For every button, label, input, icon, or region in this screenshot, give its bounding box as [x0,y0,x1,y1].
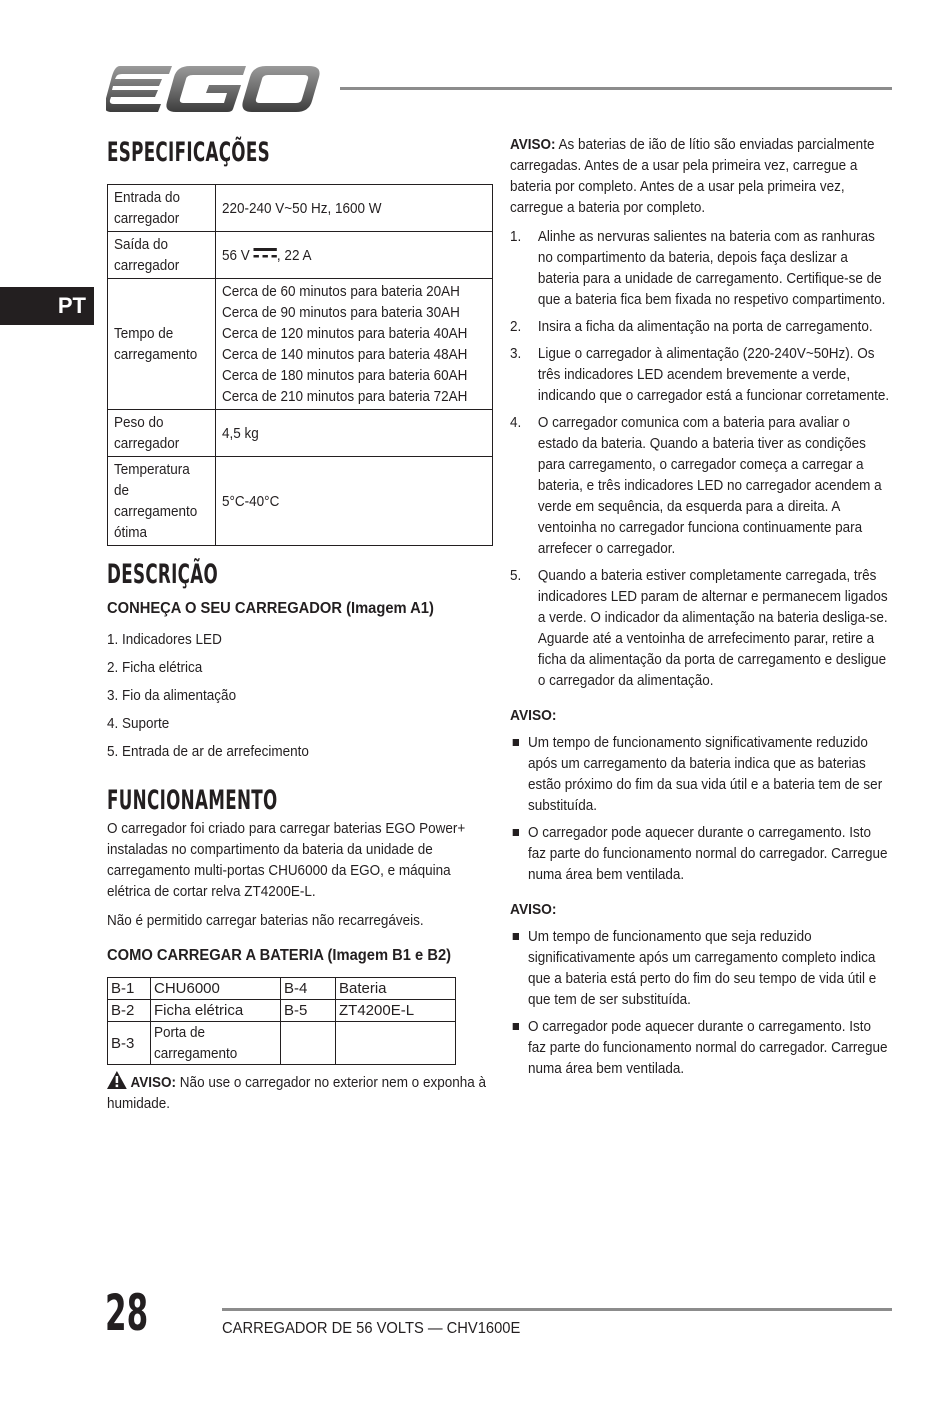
list-item: 1. Indicadores LED [107,631,222,648]
intro-warning-label: AVISO: [510,136,556,153]
warning-text: Não use o carregador no exterior nem o exponha à humidade. [107,1074,487,1112]
table-row [108,279,493,410]
list-item: 5. Entrada de ar de arrefecimento [107,743,309,760]
steps-list [510,226,892,691]
spec-key: Entrada do carregador [108,185,216,232]
spec-key: Peso do carregador [108,410,216,457]
aviso-heading: AVISO: [510,707,557,724]
header-rule [340,87,892,90]
list-item: 4. Suporte [107,715,170,732]
list-item: 2. Ficha elétrica [107,659,203,676]
table-cell: ZT4200E-L [336,1000,456,1022]
bullet-icon [513,739,519,746]
list-item: Um tempo de funcionamento significativamente reduzido após um carregamento da bateria indica que as baterias estão próximo do fim da sua vida útil e a bateria tem de ser substituída. [510,732,892,816]
table-row [108,457,493,546]
spec-key: Tempo de carregamento [108,279,216,410]
list-item: O carregador pode aquecer durante o carregamento. Isto faz parte do funcionamento normal do carregador. Carregue numa área bem ventilada. [510,822,892,885]
parts-table [107,977,456,1065]
charging-subtitle: COMO CARREGAR A BATERIA (Imagem B1 e B2) [107,947,452,964]
bullet-icon [513,829,519,836]
table-row [108,978,456,1000]
list-item: 3. Fio da alimentação [107,687,237,704]
page-number: 28 [105,1284,149,1342]
descricao-title: DESCRIÇÃO [107,559,219,590]
bullet-icon [513,933,519,940]
warning-label: AVISO: [130,1074,177,1091]
table-cell: Ficha elétrica [151,1000,281,1022]
ego-logo-icon [106,64,320,114]
parts-list [107,629,493,762]
spec-title: ESPECIFICAÇÕES [107,137,270,168]
table-cell: CHU6000 [151,978,281,1000]
right-column [510,134,892,1085]
table-cell: B-4 [281,978,336,1000]
list-item: 4. O carregador comunica com a bateria para avaliar o estado da bateria. Quando a bateria tiver as condições para carregamento, o carregador começa a carregar a bateria, e três indicadores LED no carregador acendem a verde em sequência, da esquerda para a direita. A ventoinha no carregador funciona continuamente para arrefecer o carregador. [510,414,882,557]
table-cell: Porta de carregamento [151,1022,281,1065]
funcionamento-paragraph: Não é permitido carregar baterias não recarregáveis. [107,912,424,929]
spec-table [107,184,493,546]
list-item: 2. Insira a ficha da alimentação na porta de carregamento. [510,318,873,335]
aviso-list [510,926,892,1079]
warning-note [107,1071,493,1114]
footer-title: CARREGADOR DE 56 VOLTS — CHV1600E [222,1320,521,1337]
table-row [108,1022,456,1065]
spec-key: Saída do carregador [108,232,216,279]
intro-warning [510,134,892,218]
list-item: 3. Ligue o carregador à alimentação (220-240V~50Hz). Os três indicadores LED acendem brevemente a verde, indicando que o carregador está a funcionar corretamente. [510,345,890,404]
spec-value: 5°C-40°C [216,457,493,546]
list-item: Um tempo de funcionamento que seja reduzido significativamente após um carregamento completo indica que a bateria está perto do fim do seu tempo de vida útil e que tem de ser substituída. [510,926,892,1010]
table-row [108,410,493,457]
list-item: 1. Alinhe as nervuras salientes na bateria com as ranhuras no compartimento da bateria, depois faça deslizar a bateria para a unidade de carregamento. Certifique-se de que a bateria fica bem fixada no respetivo compartimento. [510,228,886,308]
list-item: 5. Quando a bateria estiver completamente carregada, três indicadores LED param de alternar e permanecem ligados a verde. O indicador da alimentação na bateria desliga-se. Aguarde até a ventoinha de arrefecimento parar, retire a ficha da alimentação da porta de carregamento e desligue o carregador da alimentação. [510,567,888,689]
table-row [108,1000,456,1022]
table-row [108,232,493,279]
table-cell [336,1022,456,1065]
footer-rule [222,1308,892,1311]
warning-triangle-icon [107,1071,127,1089]
intro-warning-text: As baterias de ião de lítio são enviadas parcialmente carregadas. Antes de a usar pela primeira vez, carregue a bateria por completo. Antes de a usar pela primeira vez, carregue a bateria por completo. [510,136,875,216]
aviso-list [510,732,892,885]
spec-value: 220-240 V~50 Hz, 1600 W [216,185,493,232]
list-item: O carregador pode aquecer durante o carregamento. Isto faz parte do funcionamento normal do carregador. Carregue numa área bem ventilada. [510,1016,892,1079]
language-tab: PT [0,287,94,325]
funcionamento-paragraph: O carregador foi criado para carregar baterias EGO Power+ instaladas no compartimento da bateria da unidade de carregamento multi-portas CHU6000 da EGO, e máquina elétrica de cortar relva ZT4200E-L. [107,820,466,900]
spec-value: 56 V , 22 A [216,232,493,279]
table-cell: B-1 [108,978,151,1000]
spec-value: Cerca de 60 minutos para bateria 20AH Cerca de 90 minutos para bateria 30AH Cerca de 120 minutos para bateria 40AH Cerca de 140 minutos para bateria 48AH Cerca de 180 minutos para bateria 60AH Cerca de 210 minutos para bateria 72AH [216,279,493,410]
spec-value: 4,5 kg [216,410,493,457]
table-row [108,185,493,232]
spec-key: Temperatura de carregamento ótima [108,457,216,546]
bullet-icon [513,1023,519,1030]
table-cell: B-5 [281,1000,336,1022]
dc-symbol-icon [254,247,277,259]
table-cell: B-3 [108,1022,151,1065]
funcionamento-title: FUNCIONAMENTO [107,785,278,816]
table-cell: B-2 [108,1000,151,1022]
table-cell [281,1022,336,1065]
descricao-subtitle: CONHEÇA O SEU CARREGADOR (Imagem A1) [107,600,434,617]
ego-logo [106,64,320,114]
table-cell: Bateria [336,978,456,1000]
left-column [107,136,493,1114]
aviso-heading: AVISO: [510,901,557,918]
